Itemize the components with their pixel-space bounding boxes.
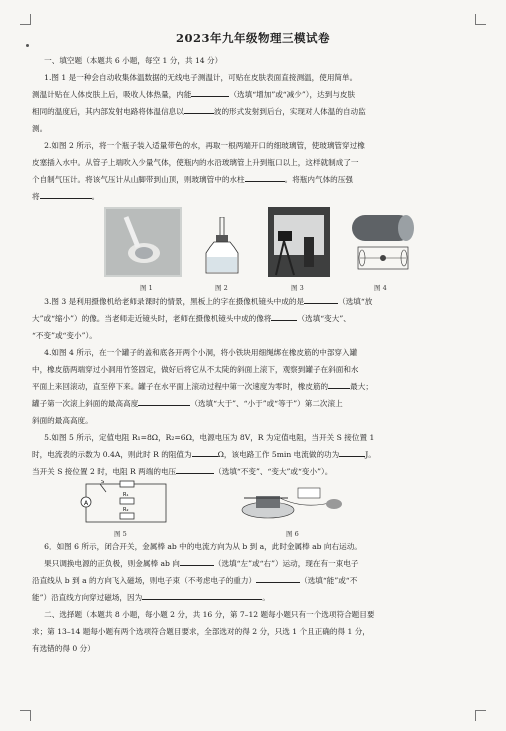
- q5-blank3[interactable]: [176, 464, 214, 474]
- q5-line1: 5.如图 5 所示，定值电阻 R₁=8Ω，R₂=6Ω，电源电压为 8V，R 为定值电阻，当开关 S 接位置 1: [44, 433, 375, 442]
- figure-5-caption: 图 5: [114, 530, 127, 538]
- q6-line1: 6．如图 6 所示，闭合开关，金属棒 ab 中的电流方向为从 b 到 a，此时金属棒 ab 向右运动。: [44, 542, 362, 551]
- q1-line2: 测温计贴在人体皮肤上后，吸收人体热量，内能 （选填“增加”或“减少”），达到与皮肤: [32, 86, 470, 103]
- q1-line1: 1.图 1 是一种会自动收集体温数据的无线电子测温计，可贴在皮肤表面直接测温，使用简单。: [44, 73, 358, 82]
- q4-line1: 4.如图 4 所示，在一个罐子的盖和底各开两个小洞，将小铁块用细绳绑在橡皮筋的中部穿入罐: [44, 348, 358, 357]
- q2-blank1[interactable]: [245, 172, 285, 182]
- q2-line2: 皮塞插入水中。从管子上端吹入少量气体，使瓶内的水沿玻璃管上升到瓶口以上，这样就制成了一: [32, 158, 359, 167]
- svg-text:R₂: R₂: [123, 507, 129, 513]
- q1-line3: 相同的温度后，其内部发射电路将体温信息以 波的形式发射到后台，实现对人体温的自动监: [32, 103, 470, 120]
- svg-text:R₁: R₁: [123, 492, 129, 498]
- q4-line4: 罐子第一次滚上斜面的最高高度 （选填“大于”、“小于”或“等于”）第二次滚上: [32, 395, 470, 412]
- section2-line1: 二、选择题（本题共 8 小题，每小题 2 分，共 16 分，第 7–12 题每小题只有一个选项符合题目要: [44, 610, 375, 619]
- exam-title: 2023年九年级物理三模试卷: [175, 31, 330, 45]
- q5-blank1[interactable]: [192, 447, 218, 457]
- q1-line4: 测。: [32, 124, 48, 133]
- q6-blank2[interactable]: [256, 573, 300, 583]
- section2-line2: 求；第 13–14 题每小题有两个选项符合题目要求，全部选对的得 2 分，只选 1 个且正确的得 1 分，: [32, 627, 370, 636]
- q3-line1: 3.图 3 是利用摄像机给老师录课时的情景，黑板上的字在摄像机镜头中成的是 （选填“放: [32, 293, 470, 310]
- q6-line4: 能”）沿直线方向穿过磁场，因为 。: [32, 589, 470, 606]
- q5-line3: 当开关 S 接位置 2 时，电阻 R 两端的电压 （选填“不变”、“变大”或“变小”）。: [32, 463, 470, 480]
- q5-line2: 时，电流表的示数为 0.4A，则此时 R 的阻值为 Ω，该电路工作 5min 电流做的功为 J。: [32, 446, 470, 463]
- q4-blank2[interactable]: [138, 396, 190, 406]
- figure-4-caption: 图 4: [374, 284, 387, 292]
- crop-mark-bottom-right: [475, 710, 486, 721]
- figures-row-1: [32, 207, 470, 291]
- q3-blank2[interactable]: [271, 311, 297, 321]
- svg-text:S: S: [101, 480, 105, 485]
- q2-line3: 个自制气压计。将该气压计从山脚带到山顶，则玻璃管中的水柱 。将瓶内气体的压强: [32, 171, 470, 188]
- figure-2-caption: 图 2: [215, 284, 228, 292]
- q6-line3: 沿直线从 b 到 a 的方向飞入磁场，则电子束（不考虑电子的重力） （选填“能”或“不: [32, 572, 470, 589]
- q4-line5: 斜面的最高高度。: [32, 416, 93, 425]
- figure-2-bottle: [200, 217, 246, 277]
- figure-4-can: [346, 209, 418, 277]
- section1-heading: 一、填空题（本题共 6 小题，每空 1 分，共 14 分）: [44, 56, 223, 65]
- figure-1-caption: 图 1: [140, 284, 153, 292]
- figures-row-2: [32, 480, 470, 536]
- q1-blank1[interactable]: [191, 87, 229, 97]
- figure-1-image: [104, 207, 182, 277]
- q1-blank2[interactable]: [184, 104, 214, 114]
- q5-blank2[interactable]: [339, 447, 365, 457]
- q2-blank2[interactable]: [40, 189, 92, 199]
- q2-line1: 2.如图 2 所示，将一个瓶子装入适量带色的水，再取一根两端开口的细玻璃管，使玻璃管穿过橡: [44, 141, 365, 150]
- q3-line3: “不变”或“变小”）。: [32, 331, 97, 340]
- q2-line4: 将 。: [32, 188, 470, 205]
- svg-text:A: A: [84, 500, 89, 507]
- section2-line3: 有选错的得 0 分）: [32, 644, 95, 653]
- crop-mark-top-left: [20, 14, 31, 25]
- crop-mark-bottom-left: [20, 710, 31, 721]
- q4-blank1[interactable]: [328, 379, 350, 389]
- figure-3-photo: [268, 207, 330, 277]
- figure-6-apparatus: [238, 480, 346, 522]
- exam-content: [32, 52, 470, 657]
- q3-line2: 大”或“缩小”）的像。当老师走近镜头时，老师在摄像机镜头中成的像将 （选填“变大”、: [32, 310, 470, 327]
- q6-blank3[interactable]: [142, 590, 262, 600]
- q6-line2: 果只调换电源的正负极，则金属棒 ab 向 （选填“左”或“右”）运动，现在有一束电子: [32, 555, 470, 572]
- q4-line2: 中，橡皮筋两端穿过小洞用竹签固定，做好后将它从不太陡的斜面上滚下，观察到罐子在斜面和水: [32, 365, 359, 374]
- q4-line3: 平面上来回滚动，直至停下来。罐子在水平面上滚动过程中第一次速度为零时，橡皮筋的 最大；: [32, 378, 470, 395]
- figure-3-caption: 图 3: [291, 284, 304, 292]
- figure-5-circuit: [76, 480, 172, 526]
- crop-mark-top-right: [475, 14, 486, 25]
- figure-6-caption: 图 6: [286, 530, 299, 538]
- q6-blank1[interactable]: [180, 556, 214, 566]
- q3-blank1[interactable]: [304, 294, 338, 304]
